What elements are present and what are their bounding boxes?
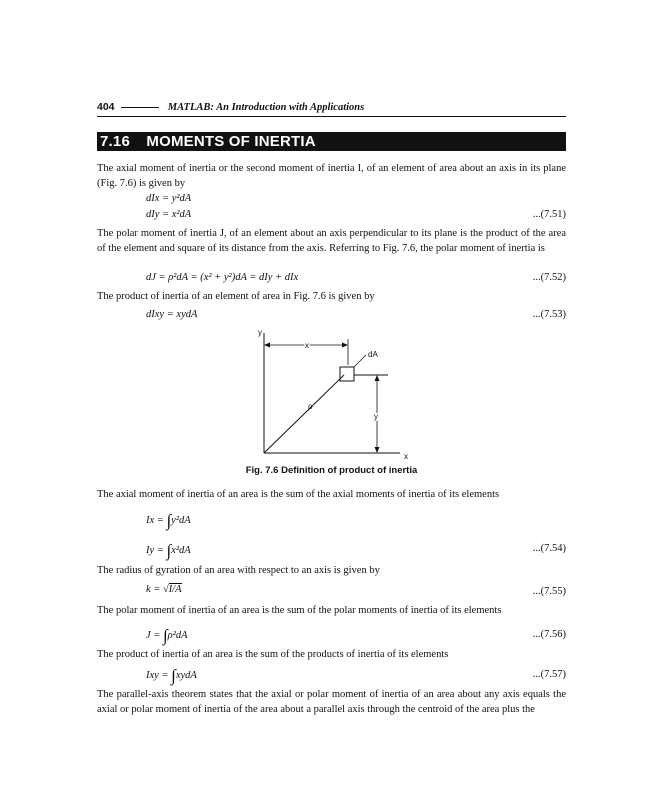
equation-Iy: Iy = ∫x²dA (146, 541, 191, 560)
equation-k: k = √I/A (146, 584, 182, 595)
paragraph-axial-element: The axial moment of inertia or the second moment of inertia I, of an element of area about an axis in its plane (Fig. 7.6) is given by (97, 163, 566, 189)
paragraph-axial-area: The axial moment of inertia of an area is the sum of the axial moments of inertia of its elements (97, 489, 500, 500)
area-element-dA (340, 367, 354, 381)
equation-number-7-53: ...(7.53) (532, 309, 566, 320)
book-title: MATLAB: An Introduction with Applications (167, 102, 365, 113)
section-number: 7.16 (100, 133, 130, 150)
paragraph-radius-gyration: The radius of gyration of an area with respect to an axis is given by (97, 565, 380, 576)
running-head (97, 101, 364, 113)
x-dimension-label: x (305, 341, 309, 350)
equation-number-7-57: ...(7.57) (532, 669, 566, 680)
paragraph-polar-area: The polar moment of inertia of an area is the sum of the polar moments of inertia of its elements (97, 605, 502, 616)
equation-number-7-56: ...(7.56) (532, 629, 566, 640)
equation-Ix: Ix = ∫y²dA (146, 511, 191, 530)
header-divider (97, 116, 566, 117)
figure-caption: Fig. 7.6 Definition of product of inertia (245, 465, 418, 476)
equation-number-7-52: ...(7.52) (532, 272, 566, 283)
integral-sign: ∫ (171, 666, 176, 685)
equation-Ixy: Ixy = ∫xydA (146, 666, 197, 685)
equation-J: J = ∫ρ²dA (146, 626, 188, 645)
figure-7-6 (240, 325, 420, 460)
integral-sign: ∫ (163, 626, 168, 645)
dA-leader (354, 355, 366, 367)
y-dimension-label: y (374, 412, 378, 421)
page-number: 404 (97, 101, 115, 113)
equation-dIy: dIy = x²dA (146, 209, 192, 220)
header-rule (121, 107, 159, 108)
equation-dJ: dJ = ρ²dA = (x² + y²)dA = dIy + dIx (146, 272, 299, 283)
x-axis-label: x (404, 452, 408, 460)
integral-sign: ∫ (166, 511, 172, 530)
equation-number-7-55: ...(7.55) (532, 586, 566, 597)
equation-number-7-54: ...(7.54) (532, 543, 566, 554)
x-dimension-arrowhead-right (342, 343, 348, 348)
equation-dIx: dIx = y²dA (146, 193, 192, 204)
paragraph-parallel-axis: The parallel-axis theorem states that the axial or polar moment of inertia of an area about any axis equals the axial or polar moment of inertia of the area about a parallel axis through the centroid of the area plus the (97, 689, 566, 715)
y-dimension-arrowhead-top (375, 375, 380, 381)
dA-label: dA (368, 350, 378, 359)
equation-number-7-51: ...(7.51) (532, 209, 566, 220)
y-axis-label: y (258, 328, 262, 337)
paragraph-product-element: The product of inertia of an element of area in Fig. 7.6 is given by (97, 291, 375, 302)
section-heading (97, 132, 566, 151)
rho-label: ρ (308, 402, 313, 411)
integral-sign: ∫ (166, 541, 172, 560)
paragraph-polar-element: The polar moment of inertia J, of an element about an axis perpendicular to its plane is the product of the area of the element and square of its distance from the axis. Referring to Fig. 7.6, the polar moment of inertia is (97, 228, 566, 254)
equation-dIxy: dIxy = xydA (146, 309, 198, 320)
y-dimension-arrowhead-bottom (375, 447, 380, 453)
paragraph-product-area: The product of inertia of an area is the sum of the products of inertia of its elements (97, 649, 449, 660)
sqrt-sign: √ (163, 584, 169, 595)
x-dimension-arrowhead-left (264, 343, 270, 348)
section-title: MOMENTS OF INERTIA (146, 133, 316, 150)
rho-line (264, 375, 344, 453)
